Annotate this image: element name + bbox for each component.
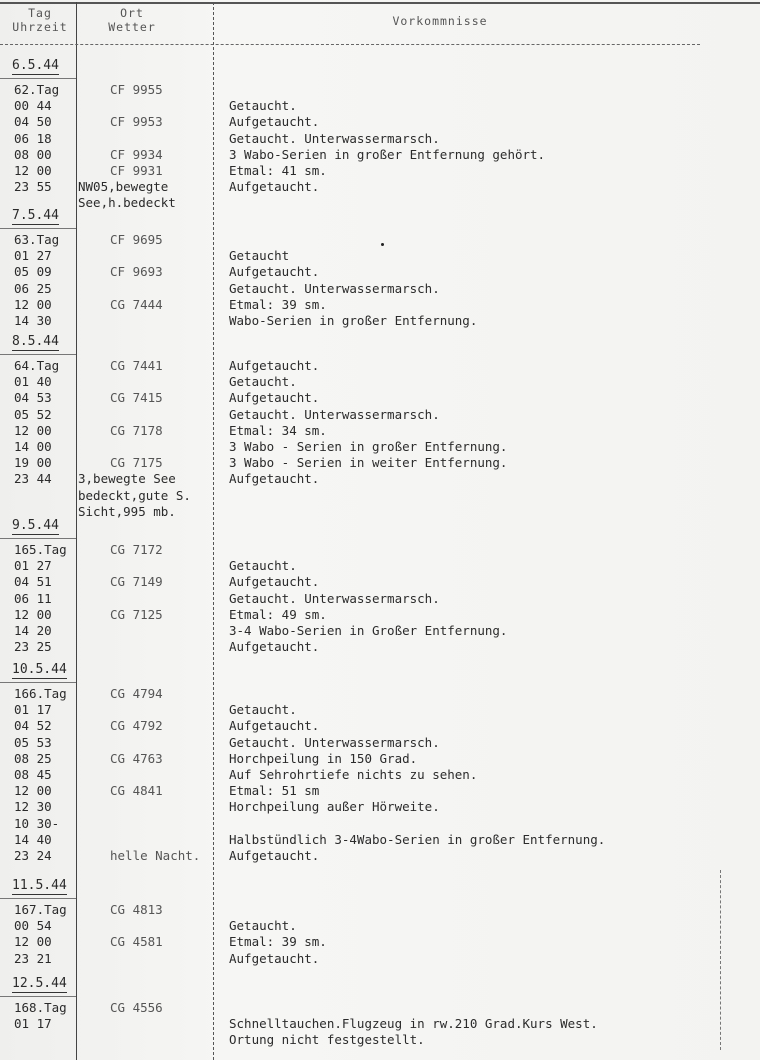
log-entry	[0, 114, 760, 130]
entry-event: 3 Wabo-Serien in großer Entfernung gehört.	[229, 146, 546, 162]
log-entry	[0, 163, 760, 179]
weather-note: bedeckt,gute S.	[78, 487, 191, 503]
entry-time: 166.Tag	[14, 686, 67, 701]
entry-event: Getaucht.	[229, 98, 297, 114]
date-divider	[0, 354, 76, 355]
entry-time: 165.Tag	[14, 542, 67, 557]
top-border	[0, 2, 760, 4]
entry-time: 08 25	[14, 750, 52, 766]
log-entry	[0, 639, 760, 655]
log-entry	[0, 542, 760, 558]
entry-time: 12 00	[14, 422, 52, 438]
log-entry	[0, 816, 760, 832]
entry-time: 23 25	[14, 639, 52, 655]
entry-event: Getaucht. Unterwassermarsch.	[229, 406, 440, 422]
date-divider	[0, 78, 76, 79]
date-divider	[0, 898, 76, 899]
entry-event: Getaucht.	[229, 374, 297, 390]
entry-time: 01 40	[14, 374, 52, 390]
entry-time: 14 20	[14, 623, 52, 638]
entry-time: 04 52	[14, 718, 52, 734]
log-entry	[0, 455, 760, 471]
log-entry	[0, 358, 760, 374]
entry-position: CF 9953	[110, 114, 163, 130]
entry-event: Etmal: 39 sm.	[229, 296, 327, 312]
log-entry	[0, 423, 760, 439]
entry-time: 04 53	[14, 390, 52, 406]
date-label: 7.5.44	[12, 208, 59, 223]
entry-position: CG 4794	[110, 686, 163, 701]
entry-time: 06 25	[14, 280, 52, 296]
entry-position: CF 9931	[110, 163, 163, 178]
entry-event: Getaucht. Unterwassermarsch.	[229, 130, 440, 146]
entry-time: 06 18	[14, 130, 52, 146]
entry-position: CG 4813	[110, 902, 163, 917]
entry-position: CG 7125	[110, 606, 163, 622]
date-divider	[0, 228, 76, 229]
entry-time: 06 11	[14, 590, 52, 606]
entry-position: CG 7172	[110, 542, 163, 557]
entry-time: 12 00	[14, 934, 52, 950]
entry-event: Aufgetaucht.	[229, 179, 320, 195]
date-label: 6.5.44	[12, 58, 59, 73]
entry-position: CG 7415	[110, 390, 163, 406]
entry-time: 14 00	[14, 439, 52, 454]
log-entry	[0, 951, 760, 967]
log-entry	[0, 686, 760, 702]
entry-time: 23 44	[14, 471, 52, 487]
log-entry	[0, 374, 760, 390]
entry-position: CG 4556	[110, 1000, 163, 1015]
log-entry	[0, 297, 760, 313]
log-entry	[0, 918, 760, 934]
entry-event: Aufgetaucht.	[229, 574, 320, 590]
entry-time: 00 54	[14, 918, 52, 934]
entry-event: Aufgetaucht.	[229, 639, 320, 655]
entry-time: 168.Tag	[14, 1000, 67, 1015]
entry-event: Auf Sehrohrtiefe nichts zu sehen.	[229, 767, 478, 782]
entry-time: 08 45	[14, 767, 52, 782]
header-tag: Tag	[28, 6, 52, 20]
log-entry	[0, 248, 760, 264]
log-entry	[0, 131, 760, 147]
log-entry	[0, 147, 760, 163]
section-date	[12, 976, 67, 993]
log-entry	[0, 439, 760, 455]
entry-event: Aufgetaucht.	[229, 950, 320, 966]
header-ort-wetter	[92, 6, 172, 34]
log-entry	[0, 82, 760, 98]
log-entry	[0, 591, 760, 607]
section-date	[12, 208, 59, 225]
log-entry	[0, 702, 760, 718]
section-date	[12, 334, 59, 351]
log-entry	[0, 281, 760, 297]
entry-time: 64.Tag	[14, 358, 60, 373]
entry-time: 08 00	[14, 146, 52, 162]
entry-position: CG 4841	[110, 783, 163, 799]
entry-event: Etmal: 49 sm.	[229, 606, 327, 622]
entry-event: Horchpeilung in 150 Grad.	[229, 750, 418, 766]
log-entry	[0, 832, 760, 848]
log-entry	[0, 735, 760, 751]
log-entry	[0, 783, 760, 799]
entry-event: Aufgetaucht.	[229, 471, 320, 487]
entry-position: CF 9955	[110, 82, 163, 97]
entry-time: 05 53	[14, 734, 52, 750]
entry-time: 01 17	[14, 702, 52, 718]
log-entry	[0, 902, 760, 918]
header-vorkommnisse: Vorkommnisse	[392, 14, 488, 28]
entry-time: 23 55	[14, 179, 52, 195]
entry-time: 01 17	[14, 1016, 52, 1032]
header-divider	[0, 44, 700, 45]
log-entry	[0, 232, 760, 248]
log-entry	[0, 751, 760, 767]
section-date	[12, 662, 67, 679]
weather-note: Sicht,995 mb.	[78, 503, 176, 519]
entry-time: 04 50	[14, 114, 52, 130]
entry-event: Getaucht. Unterwassermarsch.	[229, 280, 440, 296]
entry-event: Getaucht	[229, 248, 290, 264]
section-date	[12, 58, 59, 75]
entry-time: 14 30	[14, 313, 52, 328]
entry-event: Getaucht. Unterwassermarsch.	[229, 590, 440, 606]
entry-time: 10 30-	[14, 815, 60, 831]
entry-position: CF 9934	[110, 146, 163, 162]
entry-position: CG 7441	[110, 358, 163, 373]
entry-time: 23 21	[14, 950, 52, 966]
entry-event: Aufgetaucht.	[229, 718, 320, 734]
entry-time: 23 24	[14, 848, 52, 863]
entry-position: CG 7149	[110, 574, 163, 590]
entry-time: 04 51	[14, 574, 52, 590]
date-divider	[0, 996, 76, 997]
entry-position: helle Nacht.	[110, 848, 201, 863]
entry-time: 12 00	[14, 783, 52, 799]
entry-time: 05 52	[14, 406, 52, 422]
entry-position: CG 7444	[110, 296, 163, 312]
section-date	[12, 518, 59, 535]
log-entry	[0, 98, 760, 114]
log-entry	[0, 799, 760, 815]
entry-event: Getaucht.	[229, 558, 297, 574]
entry-time: 14 40	[14, 831, 52, 847]
entry-event: Aufgetaucht.	[229, 390, 320, 406]
weather-note: NW05,bewegte	[78, 179, 169, 195]
entry-position: CG 4581	[110, 934, 163, 950]
entry-time: 01 27	[14, 248, 52, 264]
entry-event: Horchpeilung außer Hörweite.	[229, 799, 440, 815]
section-date	[12, 878, 67, 895]
entry-event: Wabo-Serien in großer Entfernung.	[229, 313, 478, 328]
entry-position: CG 4763	[110, 750, 163, 766]
entry-event: Aufgetaucht.	[229, 358, 320, 373]
log-entry	[0, 767, 760, 783]
date-label: 8.5.44	[12, 334, 59, 349]
date-divider	[0, 538, 76, 539]
entry-event: Etmal: 51 sm	[229, 783, 320, 799]
entry-time: 62.Tag	[14, 82, 60, 97]
entry-position: CG 7178	[110, 422, 163, 438]
entry-time: 63.Tag	[14, 232, 60, 247]
entry-event: Schnelltauchen.Flugzeug in rw.210 Grad.Kurs West.	[229, 1016, 598, 1032]
header-ort: Ort	[120, 6, 144, 20]
log-entry	[0, 1000, 760, 1016]
entry-position: CG 4792	[110, 718, 163, 734]
log-entry	[0, 848, 760, 864]
date-divider	[0, 682, 76, 683]
log-entry	[0, 407, 760, 423]
date-label: 9.5.44	[12, 518, 59, 533]
entry-event: Ortung nicht festgestellt.	[229, 1032, 425, 1048]
entry-event: Halbstündlich 3-4Wabo-Serien in großer Entfernung.	[229, 831, 606, 847]
header-tag-uhrzeit	[8, 6, 72, 34]
entry-time: 01 27	[14, 558, 52, 574]
entry-time: 12 00	[14, 606, 52, 622]
entry-event: 3 Wabo - Serien in großer Entfernung.	[229, 439, 508, 454]
entry-event: 3 Wabo - Serien in weiter Entfernung.	[229, 455, 508, 471]
entry-position: CF 9695	[110, 232, 163, 247]
entry-event: Etmal: 39 sm.	[229, 934, 327, 950]
entry-event: Aufgetaucht.	[229, 264, 320, 280]
entry-time: 167.Tag	[14, 902, 67, 917]
log-entry	[0, 390, 760, 406]
weather-note: See,h.bedeckt	[78, 195, 176, 211]
entry-time: 00 44	[14, 98, 52, 114]
date-label: 12.5.44	[12, 976, 67, 991]
entry-position: CG 7175	[110, 455, 163, 471]
entry-time: 12 00	[14, 163, 52, 178]
log-entry	[0, 623, 760, 639]
log-entry	[0, 607, 760, 623]
date-label: 10.5.44	[12, 662, 67, 677]
entry-event: Getaucht. Unterwassermarsch.	[229, 734, 440, 750]
log-entry	[0, 1032, 760, 1048]
entry-event: Getaucht.	[229, 702, 297, 718]
log-entry	[0, 313, 760, 329]
entry-time: 05 09	[14, 264, 52, 280]
entry-event: Getaucht.	[229, 918, 297, 934]
weather-note: 3,bewegte See	[78, 471, 176, 487]
entry-event: 3-4 Wabo-Serien in Großer Entfernung.	[229, 623, 508, 638]
entry-event: Aufgetaucht.	[229, 848, 320, 863]
log-entry	[0, 574, 760, 590]
log-entry	[0, 718, 760, 734]
entry-time: 12 00	[14, 296, 52, 312]
entry-time: 12 30	[14, 799, 52, 815]
log-entry	[0, 1016, 760, 1032]
entry-event: Etmal: 41 sm.	[229, 163, 327, 178]
log-entry	[0, 558, 760, 574]
ink-dot	[381, 243, 384, 246]
log-entry	[0, 934, 760, 950]
entry-event: Aufgetaucht.	[229, 114, 320, 130]
header-wetter: Wetter	[108, 20, 156, 34]
log-entry	[0, 264, 760, 280]
entry-position: CF 9693	[110, 264, 163, 280]
header-uhrzeit: Uhrzeit	[12, 20, 68, 34]
date-label: 11.5.44	[12, 878, 67, 893]
entry-event: Etmal: 34 sm.	[229, 422, 327, 438]
entry-time: 19 00	[14, 455, 52, 471]
